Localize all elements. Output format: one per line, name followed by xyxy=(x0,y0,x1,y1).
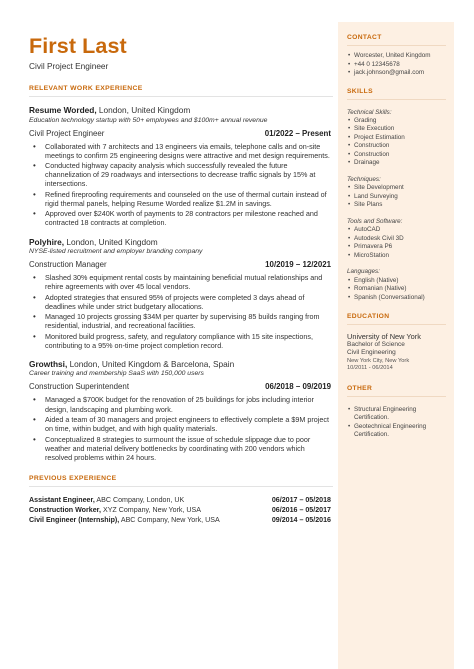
company-location: London, United Kingdom & Barcelona, Spain xyxy=(67,358,235,369)
list-item: • Managed 10 projects grossing $34M per quarter by supervising 85 builds ranging from residential, industrial, and recreational facilities. xyxy=(33,312,320,331)
skill-list xyxy=(347,277,446,303)
list-item: • Site Execution xyxy=(348,125,395,133)
previous-job-row xyxy=(29,505,331,515)
skill-group xyxy=(347,109,446,168)
bullet-icon: • xyxy=(33,189,36,199)
skill-category: Tools and Software: xyxy=(347,217,403,225)
bullet-icon: • xyxy=(33,395,36,405)
job-entry xyxy=(29,105,331,228)
bullet-icon: • xyxy=(348,405,351,413)
sidebar xyxy=(338,22,454,669)
list-item: • Managed a $700K budget for the renovation of 25 buildings for jobs including interior design, landscaping and plumbing work. xyxy=(33,395,314,414)
role-title: Construction Superintendent xyxy=(29,382,130,392)
bullet-icon: • xyxy=(348,52,351,59)
contact-phone: • +44 0 12345678 xyxy=(348,60,400,68)
company-name: Resume Worded, xyxy=(29,105,97,115)
list-item: • Adopted strategies that ensured 95% of projects were completed 3 days ahead of deadlines while under strict budgetary allocations. xyxy=(33,292,305,311)
skill-group xyxy=(347,268,446,302)
candidate-name: First Last xyxy=(29,34,127,58)
bullet-icon: • xyxy=(348,234,351,242)
skill-list xyxy=(347,184,446,210)
divider xyxy=(347,324,446,325)
list-item: • Collaborated with 7 architects and 13 engineers via emails, telephone calls and on-site meetings to confirm 25 engineering designs were attractive and met design requirements. xyxy=(33,141,330,160)
company-location: London, United Kingdom xyxy=(64,236,158,247)
company-line xyxy=(29,359,331,370)
degree: Bachelor of Science xyxy=(347,341,405,349)
school-name: University of New York xyxy=(347,332,421,342)
bullet-icon: • xyxy=(33,434,36,444)
list-item: • Site Plans xyxy=(348,201,383,209)
previous-job-row xyxy=(29,515,331,525)
previous-job-title: Assistant Engineer, xyxy=(29,495,95,504)
list-item: • Conceptualized 8 strategies to surmount the issue of schedule slippage due to poor weather and material delivery bottlenecks by coordinating with 200 vendors which resolved problems within 24 hours. xyxy=(33,434,311,462)
bullet-icon: • xyxy=(348,133,351,141)
section-title-education: EDUCATION xyxy=(347,313,390,321)
company-name: Growthsi, xyxy=(29,358,68,369)
bullet-icon: • xyxy=(348,150,351,158)
relevant-experience-header xyxy=(29,85,338,97)
previous-experience-list xyxy=(29,495,338,526)
list-item: • Site Development xyxy=(348,184,404,192)
list-item: • English (Native) xyxy=(348,276,399,284)
list-item: • Refined fireproofing requirements and counseled on the use of thermal curtain instead of rigid thermal panels, helping Resume Worded realize $1.2M in savings. xyxy=(33,189,327,208)
role-title: Construction Manager xyxy=(29,260,107,270)
list-item: • Land Surveying xyxy=(348,192,398,200)
section-title-experience: RELEVANT WORK EXPERIENCE xyxy=(29,85,143,92)
bullet-icon: • xyxy=(348,201,351,209)
role-dates: 10/2019 – 12/2021 xyxy=(265,260,331,270)
bullet-icon: • xyxy=(33,141,36,151)
bullet-list xyxy=(29,395,331,461)
bullet-icon: • xyxy=(33,161,36,171)
divider xyxy=(29,96,333,97)
list-item: • Approved over $240K worth of payments to 28 contractors per milestone reached and contracted 18 contracts at completion. xyxy=(33,209,318,228)
list-item: • Slashed 30% equipment rental costs by maintaining beneficial mutual relationships and rehire agreements with over 45 local vendors. xyxy=(33,273,323,292)
bullet-icon: • xyxy=(348,184,351,192)
skill-group xyxy=(347,176,446,210)
company-tagline: Education technology startup with 50+ employees and $100m+ annual revenue xyxy=(29,116,268,124)
section-title-previous: PREVIOUS EXPERIENCE xyxy=(29,474,117,482)
list-item: • Romanian (Native) xyxy=(348,285,407,293)
list-item: • Construction xyxy=(348,142,390,150)
bullet-icon: • xyxy=(348,226,351,234)
education-entry xyxy=(347,332,446,372)
list-item: • Grading xyxy=(348,116,377,124)
bullet-icon: • xyxy=(348,285,351,293)
skill-category: Technical Skills: xyxy=(347,108,392,116)
bullet-icon: • xyxy=(33,312,36,322)
bullet-icon: • xyxy=(348,243,351,251)
bullet-icon: • xyxy=(348,251,351,259)
role-dates: 01/2022 – Present xyxy=(264,128,331,138)
divider xyxy=(29,486,333,487)
previous-job-dates: 06/2016 – 05/2017 xyxy=(271,506,331,515)
previous-job-company: ABC Company, London, UK xyxy=(94,495,185,504)
list-item: • Aided a team of 30 managers and project engineers to effectively complete a $9M project on time, within budget, and with high quality materials. xyxy=(33,415,329,434)
list-item: • Autodesk Civil 3D xyxy=(348,234,404,242)
bullet-icon: • xyxy=(348,125,351,133)
contact-location: • Worcester, United Kingdom xyxy=(348,52,431,59)
contact-list xyxy=(347,52,446,78)
bullet-icon: • xyxy=(348,142,351,150)
job-entry xyxy=(29,359,331,462)
bullet-icon: • xyxy=(348,422,351,430)
bullet-icon: • xyxy=(33,292,36,302)
bullet-icon: • xyxy=(348,60,351,68)
bullet-icon: • xyxy=(348,293,351,301)
previous-job-title: Construction Worker, xyxy=(29,506,101,515)
divider xyxy=(347,396,446,397)
bullet-icon: • xyxy=(348,159,351,167)
company-name: Polyhire, xyxy=(29,236,65,247)
bullet-list xyxy=(29,273,331,350)
bullet-icon: • xyxy=(33,331,36,341)
previous-job-dates: 06/2017 – 05/2018 xyxy=(271,495,331,504)
previous-job-dates: 09/2014 – 05/2016 xyxy=(271,516,331,525)
other-list xyxy=(347,406,446,440)
list-item: • AutoCAD xyxy=(348,226,381,234)
previous-job-title: Civil Engineer (Internship), xyxy=(29,516,120,525)
company-tagline: NYSE-listed recruitment and employer branding company xyxy=(29,248,203,256)
list-item: • Structural Engineering Certification. xyxy=(348,405,417,422)
job-entry xyxy=(29,237,331,350)
bullet-icon: • xyxy=(348,192,351,200)
list-item: • Primavera P6 xyxy=(348,243,393,251)
skill-list xyxy=(347,117,446,168)
bullet-icon: • xyxy=(33,415,36,425)
list-item: • Conducted highway capacity analysis which successfully revealed the future channelization of 29 roadways and intersections to decrease traffic signals by 15% at intersections. xyxy=(33,161,316,189)
list-item: • Drainage xyxy=(348,159,380,167)
list-item: • MicroStation xyxy=(348,251,389,259)
role-row xyxy=(29,382,331,392)
previous-experience-header xyxy=(29,475,338,487)
role-row xyxy=(29,129,331,139)
company-line xyxy=(29,237,331,248)
list-item: • Project Estimation xyxy=(348,133,405,141)
role-row xyxy=(29,260,331,270)
role-title: Civil Project Engineer xyxy=(29,128,105,138)
contact-email[interactable]: • jack.johnson@gmail.com xyxy=(348,69,425,76)
job-title: Civil Project Engineer xyxy=(29,61,109,71)
section-title-skills: SKILLS xyxy=(347,87,373,95)
field-of-study: Civil Engineering xyxy=(347,349,396,357)
bullet-icon: • xyxy=(348,276,351,284)
bullet-list xyxy=(29,142,331,228)
school-location: New York City, New York xyxy=(347,357,410,364)
company-line xyxy=(29,105,331,116)
education-dates: 10/2011 - 06/2014 xyxy=(347,365,393,372)
skill-group xyxy=(347,218,446,260)
bullet-icon: • xyxy=(33,209,36,219)
list-item: • Construction xyxy=(348,150,390,158)
skill-category: Techniques: xyxy=(347,175,381,183)
skill-list xyxy=(347,226,446,260)
previous-job-company: ABC Company, New York, USA xyxy=(119,516,220,525)
company-location: London, United Kingdom xyxy=(96,105,191,115)
bullet-icon: • xyxy=(348,69,351,76)
skill-category: Languages: xyxy=(347,268,380,276)
previous-job-row xyxy=(29,495,331,505)
bullet-icon: • xyxy=(33,273,36,283)
bullet-icon: • xyxy=(348,116,351,124)
list-item: • Geotechnical Engineering Certification. xyxy=(348,422,427,439)
company-tagline: Career training and membership SaaS with 150,000 users xyxy=(29,370,204,378)
role-dates: 06/2018 – 09/2019 xyxy=(265,382,331,392)
list-item: • Monitored build progress, safety, and regulatory compliance with 15 site inspections, contributing to a 95% on-time project completion record. xyxy=(33,331,313,350)
divider xyxy=(347,99,446,100)
list-item: • Spanish (Conversational) xyxy=(348,293,425,301)
divider xyxy=(347,45,446,46)
section-title-other: OTHER xyxy=(347,384,373,392)
section-title-contact: CONTACT xyxy=(347,34,382,41)
previous-job-company: XYZ Company, New York, USA xyxy=(101,506,202,515)
